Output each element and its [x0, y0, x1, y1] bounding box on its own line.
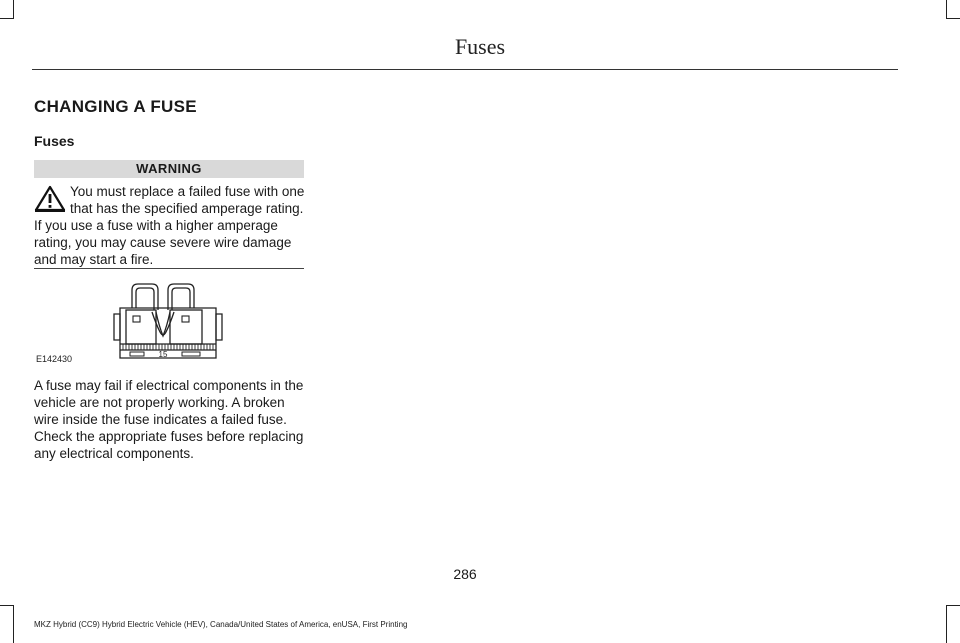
crop-mark-top-left-h — [0, 18, 14, 19]
body-paragraph: A fuse may fail if electrical components in the vehicle are not properly working. A broken wire inside the fuse indicates a failed fuse. Check the appropriate fuses before replacing any electrical components. — [34, 378, 304, 461]
crop-mark-top-right-h — [946, 18, 960, 19]
crop-mark-bottom-left-h — [0, 605, 14, 606]
figure-code: E142430 — [36, 354, 73, 364]
crop-mark-top-right-v — [946, 0, 947, 18]
header-divider — [32, 69, 898, 70]
section-subtitle: Fuses — [34, 133, 75, 149]
footer-text: MKZ Hybrid (CC9) Hybrid Electric Vehicle (HEV), Canada/United States of America, enUSA, First Printing — [34, 620, 408, 629]
crop-mark-bottom-left-v — [13, 605, 14, 643]
warning-label: WARNING — [34, 160, 304, 178]
section-title: CHANGING A FUSE — [34, 97, 197, 116]
crop-mark-bottom-right-h — [946, 605, 960, 606]
warning-text: You must replace a failed fuse with one that has the specified amperage rating. If you use a fuse with a higher amperage rating, you may cause severe wire damage and may start a fire. — [34, 184, 305, 267]
fuse-illustration — [112, 280, 240, 362]
fuse-rating-label: 15 — [158, 350, 168, 359]
crop-mark-bottom-right-v — [946, 605, 947, 643]
page-number: 286 — [453, 566, 477, 582]
crop-mark-top-left-v — [13, 0, 14, 18]
page-header-title: Fuses — [454, 34, 506, 59]
warning-divider — [34, 268, 304, 269]
